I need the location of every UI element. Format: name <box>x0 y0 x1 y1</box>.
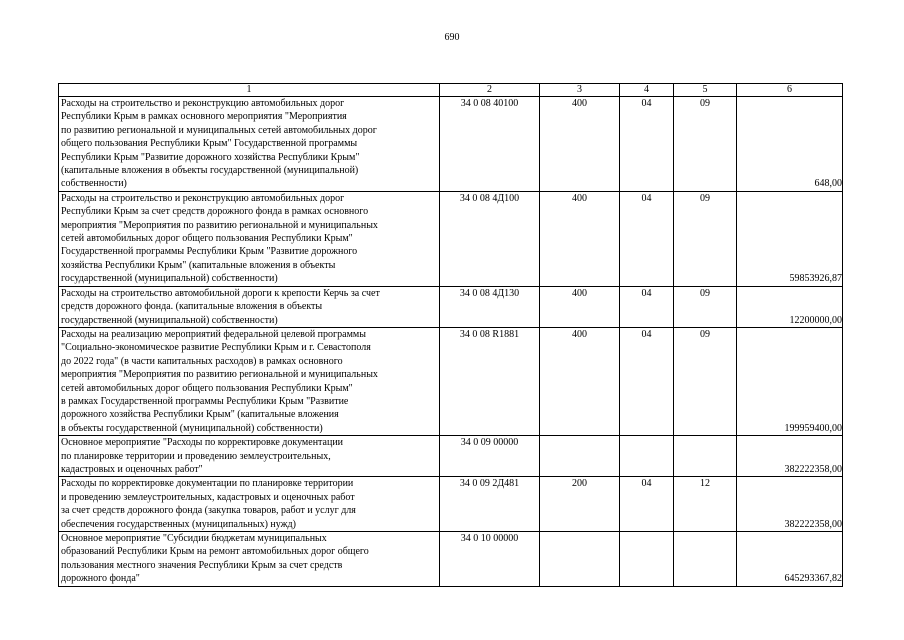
row-amount-cell: 199959400,00 <box>737 327 843 435</box>
row-expense-type-cell: 400 <box>540 97 620 192</box>
header-col-2: 2 <box>440 84 540 97</box>
row-section-cell: 04 <box>620 97 674 192</box>
row-code-cell: 34 0 08 40100 <box>440 97 540 192</box>
table-row <box>59 532 843 587</box>
row-subsection-cell: 09 <box>674 327 737 435</box>
row-code-cell: 34 0 09 2Д481 <box>440 477 540 532</box>
row-subsection-cell: 09 <box>674 191 737 286</box>
row-code-cell: 34 0 08 4Д100 <box>440 191 540 286</box>
row-expense-type-cell: 400 <box>540 191 620 286</box>
row-section-cell: 04 <box>620 477 674 532</box>
row-subsection-cell: 09 <box>674 286 737 327</box>
header-col-6: 6 <box>737 84 843 97</box>
row-section-cell <box>620 436 674 477</box>
table-row <box>59 191 843 286</box>
row-expense-type-cell: 200 <box>540 477 620 532</box>
row-section-cell: 04 <box>620 327 674 435</box>
row-expense-type-cell: 400 <box>540 286 620 327</box>
row-expense-type-cell <box>540 436 620 477</box>
header-col-4: 4 <box>620 84 674 97</box>
table-header-row <box>59 84 843 97</box>
row-code-cell: 34 0 08 4Д130 <box>440 286 540 327</box>
row-amount-cell: 382222358,00 <box>737 436 843 477</box>
row-name-cell: Основное мероприятие "Субсидии бюджетам муниципальных образований Республики Крым на ремонт автомобильных дорог общего пользования местного значения Республики Крым за счет средств дорожного фонда" <box>59 532 440 587</box>
row-amount-cell: 648,00 <box>737 97 843 192</box>
row-code-cell: 34 0 10 00000 <box>440 532 540 587</box>
row-expense-type-cell <box>540 532 620 587</box>
header-col-3: 3 <box>540 84 620 97</box>
table-row <box>59 286 843 327</box>
row-code-cell: 34 0 09 00000 <box>440 436 540 477</box>
table-row <box>59 477 843 532</box>
budget-table <box>58 83 843 587</box>
row-section-cell: 04 <box>620 286 674 327</box>
row-expense-type-cell: 400 <box>540 327 620 435</box>
table-row <box>59 436 843 477</box>
row-section-cell: 04 <box>620 191 674 286</box>
row-name-cell: Расходы на реализацию мероприятий федеральной целевой программы "Социально-экономическое развитие Республики Крым и г. Севастополя до 2022 года" (в части капитальных расходов) в рамках основного мероприятия "Мероприятия по развитию региональной и муниципальных сетей автомобильных дорог общего пользования Республики Крым" в рамках Государственной программы Республики Крым "Развитие дорожного хозяйства Республики Крым" (капитальные вложения в объекты государственной (муниципальной) собственности) <box>59 327 440 435</box>
row-subsection-cell <box>674 532 737 587</box>
row-section-cell <box>620 532 674 587</box>
table-row <box>59 327 843 435</box>
row-name-cell: Расходы на строительство и реконструкцию автомобильных дорог Республики Крым в рамках основного мероприятия "Мероприятия по развитию региональной и муниципальных сетей автомобильных дорог общего пользования Республики Крым" Государственной программы Республики Крым "Развитие дорожного хозяйства Республики Крым" (капитальные вложения в объекты государственной (муниципальной) собственности) <box>59 97 440 192</box>
table-row <box>59 97 843 192</box>
row-subsection-cell: 09 <box>674 97 737 192</box>
row-amount-cell: 12200000,00 <box>737 286 843 327</box>
page-number: 690 <box>444 32 460 43</box>
row-name-cell: Расходы на строительство и реконструкцию автомобильных дорог Республики Крым за счет средств дорожного фонда в рамках основного мероприятия "Мероприятия по развитию региональной и муниципальных сетей автомобильных дорог общего пользования Республики Крым" Государственной программы Республики Крым "Развитие дорожного хозяйства Республики Крым" (капитальные вложения в объекты государственной (муниципальной) собственности) <box>59 191 440 286</box>
row-name-cell: Расходы на строительство автомобильной дороги к крепости Керчь за счет средств дорожного фонда. (капитальные вложения в объекты государственной (муниципальной) собственности) <box>59 286 440 327</box>
row-name-cell: Расходы по корректировке документации по планировке территории и проведению землеустроительных, кадастровых и оценочных работ за счет средств дорожного фонда (закупка товаров, работ и услуг для обеспечения государственных (муниципальных) нужд) <box>59 477 440 532</box>
header-col-1: 1 <box>59 84 440 97</box>
header-col-5: 5 <box>674 84 737 97</box>
row-amount-cell: 382222358,00 <box>737 477 843 532</box>
row-subsection-cell <box>674 436 737 477</box>
row-name-cell: Основное мероприятие "Расходы по корректировке документации по планировке территории и проведению землеустроительных, кадастровых и оценочных работ" <box>59 436 440 477</box>
row-amount-cell: 59853926,87 <box>737 191 843 286</box>
row-subsection-cell: 12 <box>674 477 737 532</box>
row-amount-cell: 645293367,82 <box>737 532 843 587</box>
row-code-cell: 34 0 08 R1881 <box>440 327 540 435</box>
